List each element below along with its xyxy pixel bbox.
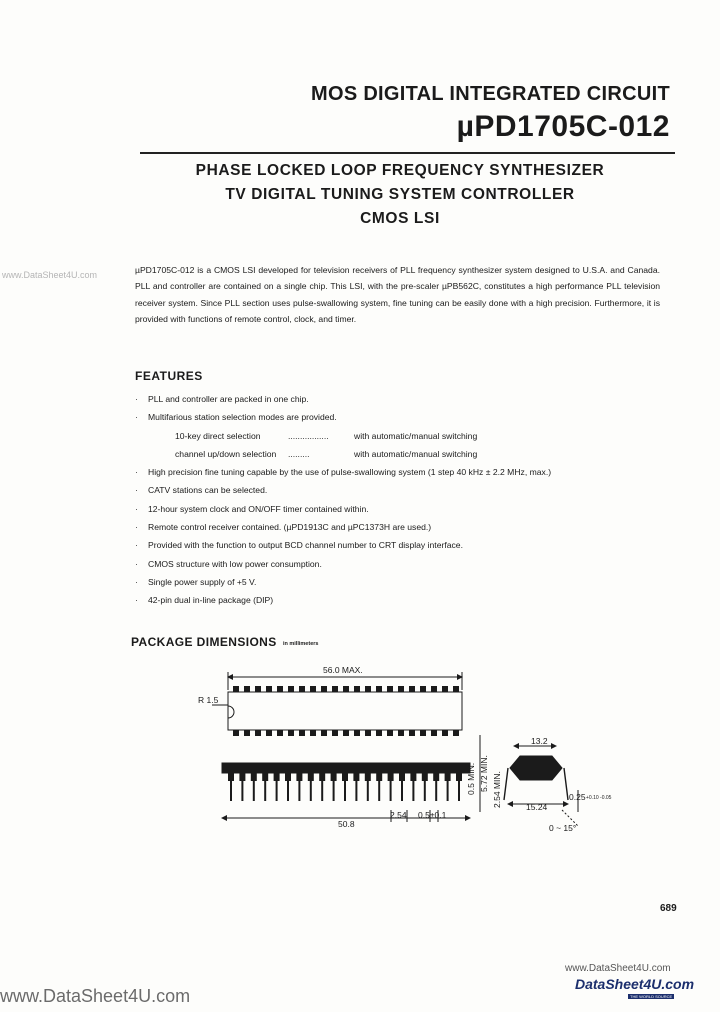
top-pin bbox=[420, 730, 426, 736]
feature-item: · PLL and controller are packed in one chip. bbox=[135, 394, 309, 404]
top-pin bbox=[354, 686, 360, 692]
chip-body-top bbox=[228, 692, 462, 730]
top-pin bbox=[376, 686, 382, 692]
top-pin bbox=[365, 730, 371, 736]
top-pin bbox=[310, 730, 316, 736]
side-view bbox=[222, 735, 480, 822]
subtitle-line-3: CMOS LSI bbox=[360, 210, 440, 227]
top-pin bbox=[442, 686, 448, 692]
top-pin bbox=[244, 730, 250, 736]
top-pin bbox=[398, 730, 404, 736]
side-pin-lead bbox=[424, 781, 426, 801]
dim-length-max: 56.0 MAX. bbox=[323, 665, 363, 675]
side-pin-shoulder bbox=[239, 773, 245, 781]
side-pin-shoulder bbox=[285, 773, 291, 781]
side-pin-lead bbox=[367, 781, 369, 801]
top-pin bbox=[332, 730, 338, 736]
watermark-logo[interactable]: DataSheet4U.com bbox=[575, 976, 695, 992]
top-pin bbox=[398, 686, 404, 692]
top-pin bbox=[244, 686, 250, 692]
subtitle-line-1: PHASE LOCKED LOOP FREQUENCY SYNTHESIZER bbox=[195, 162, 605, 179]
top-pin bbox=[354, 730, 360, 736]
feature-item: · Provided with the function to output BCD channel number to CRT display interface. bbox=[135, 540, 463, 551]
side-pin-shoulder bbox=[376, 773, 382, 781]
dim-thickness: 0.25 bbox=[569, 792, 586, 802]
chip-body-end bbox=[510, 756, 562, 780]
top-pin bbox=[266, 730, 272, 736]
feature-item: · Remote control receiver contained. (µPD1913C and µPC1373H are used.) bbox=[135, 522, 432, 533]
top-pin-row-lower bbox=[233, 730, 459, 736]
side-pin-lead bbox=[298, 781, 300, 801]
end-view bbox=[504, 746, 578, 826]
side-pin-lead bbox=[412, 781, 414, 801]
feature-item: · 12-hour system clock and ON/OFF timer contained within. bbox=[135, 503, 369, 514]
watermark-bottom[interactable]: www.DataSheet4U.com bbox=[0, 986, 191, 1006]
dim-angle: 0 ~ 15° bbox=[549, 823, 577, 833]
chip-body-side bbox=[222, 763, 470, 773]
feature-item: · Multifarious station selection modes are provided. bbox=[135, 412, 337, 423]
watermark-left[interactable]: www.DataSheet4U.com bbox=[2, 270, 98, 280]
package-unit: in millimeters bbox=[283, 641, 319, 647]
top-pin bbox=[409, 730, 415, 736]
page-number: 689 bbox=[660, 903, 677, 914]
top-pin bbox=[376, 730, 382, 736]
features-heading: FEATURES bbox=[135, 369, 203, 383]
side-pin-lead bbox=[310, 781, 312, 801]
side-pin-shoulder bbox=[262, 773, 268, 781]
pin1-notch bbox=[228, 706, 234, 718]
top-pin bbox=[321, 730, 327, 736]
side-pin-shoulder bbox=[422, 773, 428, 781]
side-pin-lead bbox=[355, 781, 357, 801]
dim-radius: R 1.5 bbox=[198, 695, 219, 705]
side-pin-lead bbox=[276, 781, 278, 801]
side-pin-lead bbox=[264, 781, 266, 801]
side-pin-lead bbox=[321, 781, 323, 801]
side-pin-lead bbox=[253, 781, 255, 801]
top-pin bbox=[431, 686, 437, 692]
top-pin bbox=[453, 686, 459, 692]
side-pin-shoulder bbox=[342, 773, 348, 781]
feature-item: · CMOS structure with low power consumption. bbox=[135, 558, 322, 569]
side-pin-lead bbox=[287, 781, 289, 801]
side-pin-lead bbox=[458, 781, 460, 801]
top-pin bbox=[409, 686, 415, 692]
top-pin bbox=[343, 686, 349, 692]
top-pin bbox=[277, 730, 283, 736]
dim-row-spacing: 15.24 bbox=[526, 802, 548, 812]
top-pin bbox=[332, 686, 338, 692]
side-pin-lead bbox=[333, 781, 335, 801]
side-pin-shoulder bbox=[456, 773, 462, 781]
top-pin bbox=[387, 686, 393, 692]
dim-pitch: 2.54 bbox=[390, 810, 407, 820]
side-pin-lead bbox=[344, 781, 346, 801]
top-pin bbox=[233, 730, 239, 736]
feature-item: · Single power supply of +5 V. bbox=[135, 576, 257, 587]
side-pin-shoulder bbox=[308, 773, 314, 781]
top-pin bbox=[321, 686, 327, 692]
side-pin-shoulder bbox=[296, 773, 302, 781]
side-pin-lead bbox=[435, 781, 437, 801]
feature-item: · 42-pin dual in-line package (DIP) bbox=[135, 595, 274, 606]
side-pin-shoulder bbox=[331, 773, 337, 781]
top-pin bbox=[288, 730, 294, 736]
side-pin-shoulder bbox=[228, 773, 234, 781]
top-pin bbox=[277, 686, 283, 692]
feature-item: · CATV stations can be selected. bbox=[135, 485, 268, 496]
top-pin bbox=[387, 730, 393, 736]
dim-standoff: 0.5 MIN. bbox=[466, 762, 476, 795]
dim-body-width: 13.2 bbox=[531, 736, 548, 746]
top-pin bbox=[299, 730, 305, 736]
side-pin-shoulder bbox=[365, 773, 371, 781]
watermark-site[interactable]: www.DataSheet4U.com bbox=[565, 963, 671, 974]
side-pin-shoulder bbox=[251, 773, 257, 781]
top-pin-row-upper bbox=[233, 686, 459, 692]
top-pin bbox=[453, 730, 459, 736]
top-pin bbox=[288, 686, 294, 692]
side-pin-shoulder bbox=[319, 773, 325, 781]
subtitle-line-2: TV DIGITAL TUNING SYSTEM CONTROLLER bbox=[225, 186, 575, 203]
top-pin bbox=[255, 730, 261, 736]
side-pin-lead bbox=[230, 781, 232, 801]
side-pin-lead bbox=[401, 781, 403, 801]
top-pin bbox=[299, 686, 305, 692]
top-pin bbox=[442, 730, 448, 736]
top-pin bbox=[343, 730, 349, 736]
top-pin bbox=[431, 730, 437, 736]
feature-item: · High precision fine tuning capable by the use of pulse-swallowing system (1 step 40 kHz ± 2.2 MHz, max.) bbox=[135, 467, 552, 478]
feature-subitem: channel up/down selection ......... with automatic/manual switching bbox=[175, 448, 478, 459]
side-pin-shoulder bbox=[433, 773, 439, 781]
top-pin bbox=[255, 686, 261, 692]
dim-thickness-tolerance: +0.10 -0.05 bbox=[586, 795, 612, 801]
intro-paragraph: µPD1705C-012 is a CMOS LSI developed for television receivers of PLL frequency synthesizer system designed to U.S.A. and Canada. PLL and controller are contained on a single chip. This LSI, with the pre-scaler µPB562C, constitutes a high performance PLL television receiver system. Since PLL section uses pulse-swallowing system, fine tuning can be easily done with a high precision. Furthermore, it is provided with functions of remote control, clock, and timer. bbox=[135, 265, 660, 325]
top-pin bbox=[310, 686, 316, 692]
dim-pin-span: 50.8 bbox=[338, 819, 355, 829]
package-heading: PACKAGE DIMENSIONS bbox=[131, 635, 277, 649]
side-pin-shoulder bbox=[445, 773, 451, 781]
side-pin-lead bbox=[447, 781, 449, 801]
side-pin-lead bbox=[390, 781, 392, 801]
dim-height: 5.72 MIN. bbox=[479, 755, 489, 792]
part-number-title: µPD1705C-012 bbox=[456, 110, 670, 143]
side-pin-shoulder bbox=[399, 773, 405, 781]
side-pin-lead bbox=[378, 781, 380, 801]
top-pin bbox=[365, 686, 371, 692]
top-view bbox=[212, 672, 462, 730]
document-category: MOS DIGITAL INTEGRATED CIRCUIT bbox=[311, 83, 670, 105]
top-pin bbox=[266, 686, 272, 692]
dim-lead-length: 2.54 MIN. bbox=[492, 771, 502, 808]
side-pin-shoulder bbox=[353, 773, 359, 781]
side-pin-row bbox=[228, 773, 462, 801]
dim-lead-width: 0.5±0.1 bbox=[418, 810, 447, 820]
side-pin-shoulder bbox=[410, 773, 416, 781]
side-pin-shoulder bbox=[274, 773, 280, 781]
side-pin-lead bbox=[241, 781, 243, 801]
feature-subitem: 10-key direct selection ................. with automatic/manual switching bbox=[175, 430, 478, 441]
top-pin bbox=[233, 686, 239, 692]
side-pin-shoulder bbox=[388, 773, 394, 781]
watermark-logo-tag: THE WORLD SOURCE bbox=[630, 994, 673, 999]
top-pin bbox=[420, 686, 426, 692]
